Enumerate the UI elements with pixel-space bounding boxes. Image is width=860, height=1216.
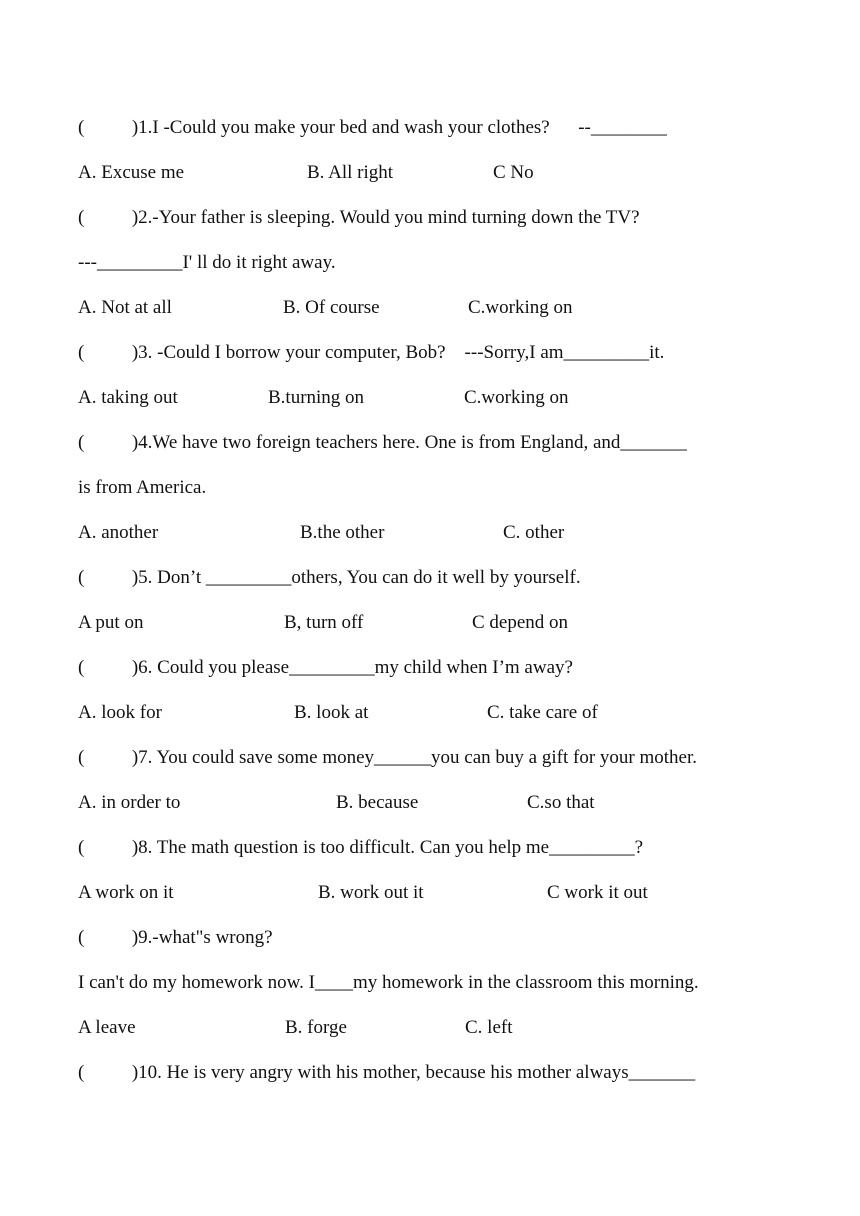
question-2-continuation: ---_________I' ll do it right away. [78,252,336,273]
question-6-option-b: B. look at [294,702,369,723]
question-4-continuation: is from America. [78,477,207,498]
question-9-option-b: B. forge [285,1017,347,1038]
question-6-option-a: A. look for [78,702,162,723]
question-4-option-b: B.the other [300,522,385,543]
question-9-option-c: C. left [465,1017,513,1038]
question-1-option-a: A. Excuse me [78,162,185,183]
question-10-stem: ( )10. He is very angry with his mother, because his mother always_______ [78,1062,696,1083]
question-9-option-a: A leave [78,1017,136,1038]
question-7-option-b: B. because [336,792,419,813]
question-9-stem: ( )9.-what"s wrong? [78,927,273,948]
question-2-option-b: B. Of course [283,297,380,318]
question-4-stem: ( )4.We have two foreign teachers here. One is from England, and_______ [78,432,687,453]
question-7-option-c: C.so that [527,792,595,813]
question-2-option-c: C.working on [468,297,573,318]
question-2-stem: ( )2.-Your father is sleeping. Would you mind turning down the TV? [78,207,640,228]
question-4-option-a: A. another [78,522,159,543]
question-3-stem: ( )3. -Could I borrow your computer, Bob? ---Sorry,I am_________it. [78,342,665,363]
question-7-stem: ( )7. You could save some money______you can buy a gift for your mother. [78,747,697,768]
question-3-option-c: C.working on [464,387,569,408]
question-8-option-b: B. work out it [318,882,424,903]
question-8-option-a: A work on it [78,882,174,903]
question-5-option-b: B, turn off [284,612,364,633]
question-8-option-c: C work it out [547,882,648,903]
question-6-option-c: C. take care of [487,702,598,723]
question-5-option-a: A put on [78,612,144,633]
question-3-option-b: B.turning on [268,387,365,408]
question-5-stem: ( )5. Don’t _________others, You can do it well by yourself. [78,567,581,588]
question-9-continuation: I can't do my homework now. I____my homework in the classroom this morning. [78,972,699,993]
question-6-stem: ( )6. Could you please_________my child when I’m away? [78,657,573,678]
question-1-option-c: C No [493,162,534,183]
question-5-option-c: C depend on [472,612,569,633]
question-2-option-a: A. Not at all [78,297,172,318]
question-7-option-a: A. in order to [78,792,181,813]
question-4-option-c: C. other [503,522,565,543]
question-1-stem: ( )1.I -Could you make your bed and wash your clothes? --________ [78,117,667,138]
question-3-option-a: A. taking out [78,387,178,408]
question-8-stem: ( )8. The math question is too difficult. Can you help me_________? [78,837,643,858]
question-1-option-b: B. All right [307,162,394,183]
